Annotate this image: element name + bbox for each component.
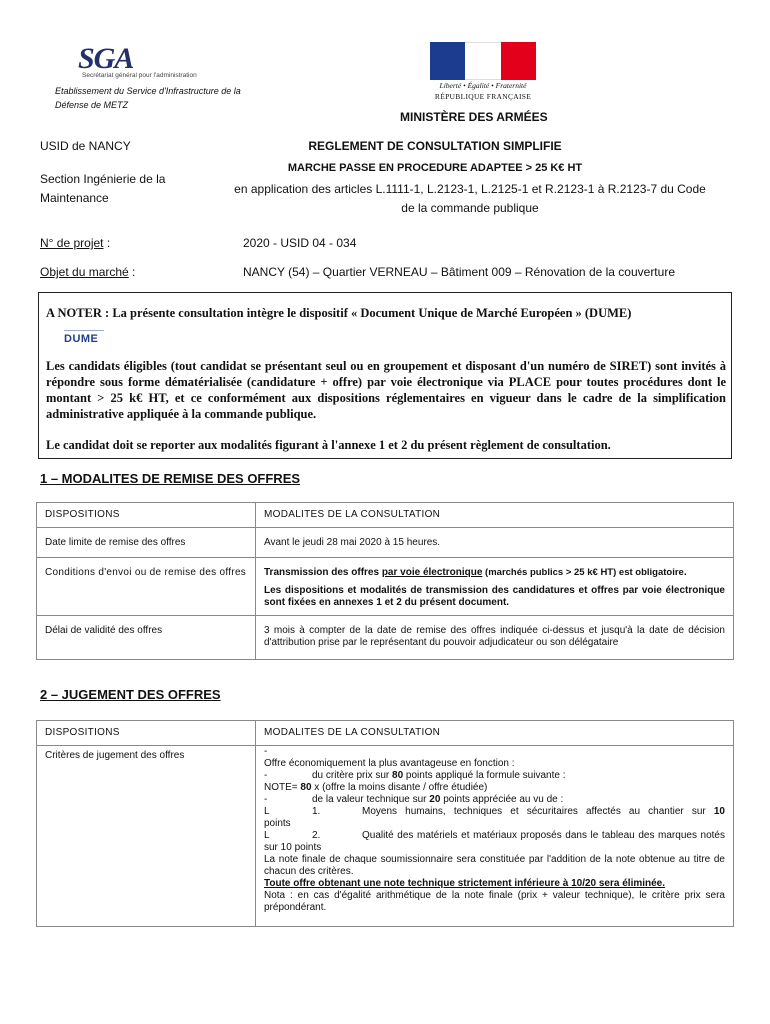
projet-label: N° de projet : <box>40 236 111 250</box>
table-row <box>37 528 734 558</box>
criteria-line: Nota : en cas d'égalité arithmétique de la note finale (prix + valeur technique), le critère prix sera prépondérant. <box>264 890 725 913</box>
note-title: A NOTER : La présente consultation intègre le dispositif « Document Unique de Marché Européen » (DUME) <box>46 306 632 320</box>
usid-label: USID de NANCY <box>40 139 131 153</box>
ministere-title: MINISTÈRE DES ARMÉES <box>400 110 548 124</box>
section2-table <box>36 720 734 927</box>
republique-francaise: RÉPUBLIQUE FRANÇAISE <box>434 92 532 101</box>
col-header-dispositions: DISPOSITIONS <box>45 509 120 520</box>
criteria-line: NOTE= 80 x (offre la moins disante / offre étudiée) <box>264 782 488 793</box>
section1-heading: 1 – MODALITES DE REMISE DES OFFRES <box>40 471 301 486</box>
criteria-line: Offre économiquement la plus avantageuse en fonction : <box>264 758 515 769</box>
sga-logo-text: SGA <box>78 42 134 75</box>
republique-motto: Liberté • Égalité • Fraternité <box>439 81 527 90</box>
col-header-dispositions: DISPOSITIONS <box>45 727 120 738</box>
table-row <box>37 558 734 616</box>
dume-logo-line <box>64 330 104 331</box>
etablissement-label: Etablissement du Service d'Infrastructure de la Défense de METZ <box>55 86 241 110</box>
table-row <box>37 746 734 927</box>
row-value: 3 mois à compter de la date de remise des offres indiquée ci-dessus et jusqu'à la date de décision d'attribution prise par le représentant du pouvoir adjudicateur ou son délégataire <box>264 625 725 648</box>
row-value-dispositions: Les dispositions et modalités de transmission des candidatures et offres par voie électronique sont fixées en annexes 1 et 2 du présent document. <box>264 585 725 608</box>
col-header-modalites: MODALITES DE LA CONSULTATION <box>264 727 441 738</box>
criteria-line: points <box>264 818 291 829</box>
criteria-text <box>256 746 733 920</box>
row-label: Délai de validité des offres <box>45 625 163 636</box>
criteria-line: Toute offre obtenant une note technique strictement inférieure à 10/20 sera éliminée. <box>264 878 666 889</box>
criteria-line: - de la valeur technique sur 20 points appréciée au vu de : <box>264 794 564 805</box>
criteria-line: - du critère prix sur 80 points appliqué la formule suivante : <box>264 770 566 781</box>
section1-table <box>36 502 734 660</box>
row-value: Avant le jeudi 28 mai 2020 à 15 heures. <box>264 537 441 548</box>
marianne-flag-logo <box>430 42 536 80</box>
objet-label: Objet du marché : <box>40 265 136 279</box>
objet-value: NANCY (54) – Quartier VERNEAU – Bâtiment 009 – Rénovation de la couverture <box>243 265 675 279</box>
table-row <box>37 721 734 746</box>
row-value-transmission: Transmission des offres par voie électronique (marchés publics > 25 k€ HT) est obligatoire. <box>264 567 687 578</box>
projet-value: 2020 - USID 04 - 034 <box>243 236 357 250</box>
row-label: Critères de jugement des offres <box>45 750 185 761</box>
note-paragraph-1: Les candidats éligibles (tout candidat se présentant seul ou en groupement et disposant d'un numéro de SIRET) sont invités à répondre sous forme dématérialisée (candidature + offre) par voie électronique via PLACE pour toutes procédures dont le montant > 25 k€ HT, et ce conformément aux dispositions réglementaires en vigueur dans le cadre de la simplification administrative appliquée à la commande publique. <box>46 359 726 421</box>
criteria-line: La note finale de chaque soumissionnaire sera constituée par l'addition de la note obtenue au titre de chacun des critères. <box>264 854 725 877</box>
section2-heading: 2 – JUGEMENT DES OFFRES <box>40 687 221 702</box>
dume-logo: DUME <box>64 333 99 345</box>
criteria-dash: - <box>264 746 268 757</box>
sga-logo <box>78 42 208 82</box>
reglement-title: REGLEMENT DE CONSULTATION SIMPLIFIE <box>308 139 562 153</box>
row-label: Conditions d'envoi ou de remise des offres <box>45 567 247 578</box>
criteria-line: L 1. Moyens humains, techniques et sécuritaires affectés au chantier sur 10 <box>264 806 725 817</box>
col-header-modalites: MODALITES DE LA CONSULTATION <box>264 509 441 520</box>
table-row <box>37 616 734 660</box>
section-label: Section Ingénierie de la Maintenance <box>40 172 166 205</box>
marche-title: MARCHE PASSE EN PROCEDURE ADAPTEE > 25 K€ HT <box>287 162 583 174</box>
application-text: en application des articles L.1111-1, L.2123-1, L.2125-1 et R.2123-1 à R.2123-7 du Code de la commande publique <box>234 182 706 215</box>
criteria-line: L 2. Qualité des matériels et matériaux proposés dans le tableau des marques notés sur 10 points <box>264 830 725 853</box>
row-label: Date limite de remise des offres <box>45 537 186 548</box>
table-row <box>37 503 734 528</box>
note-paragraph-2: Le candidat doit se reporter aux modalités figurant à l'annexe 1 et 2 du présent règlement de consultation. <box>46 438 611 452</box>
sga-logo-subtitle: Secrétariat général pour l'administration <box>82 72 197 79</box>
